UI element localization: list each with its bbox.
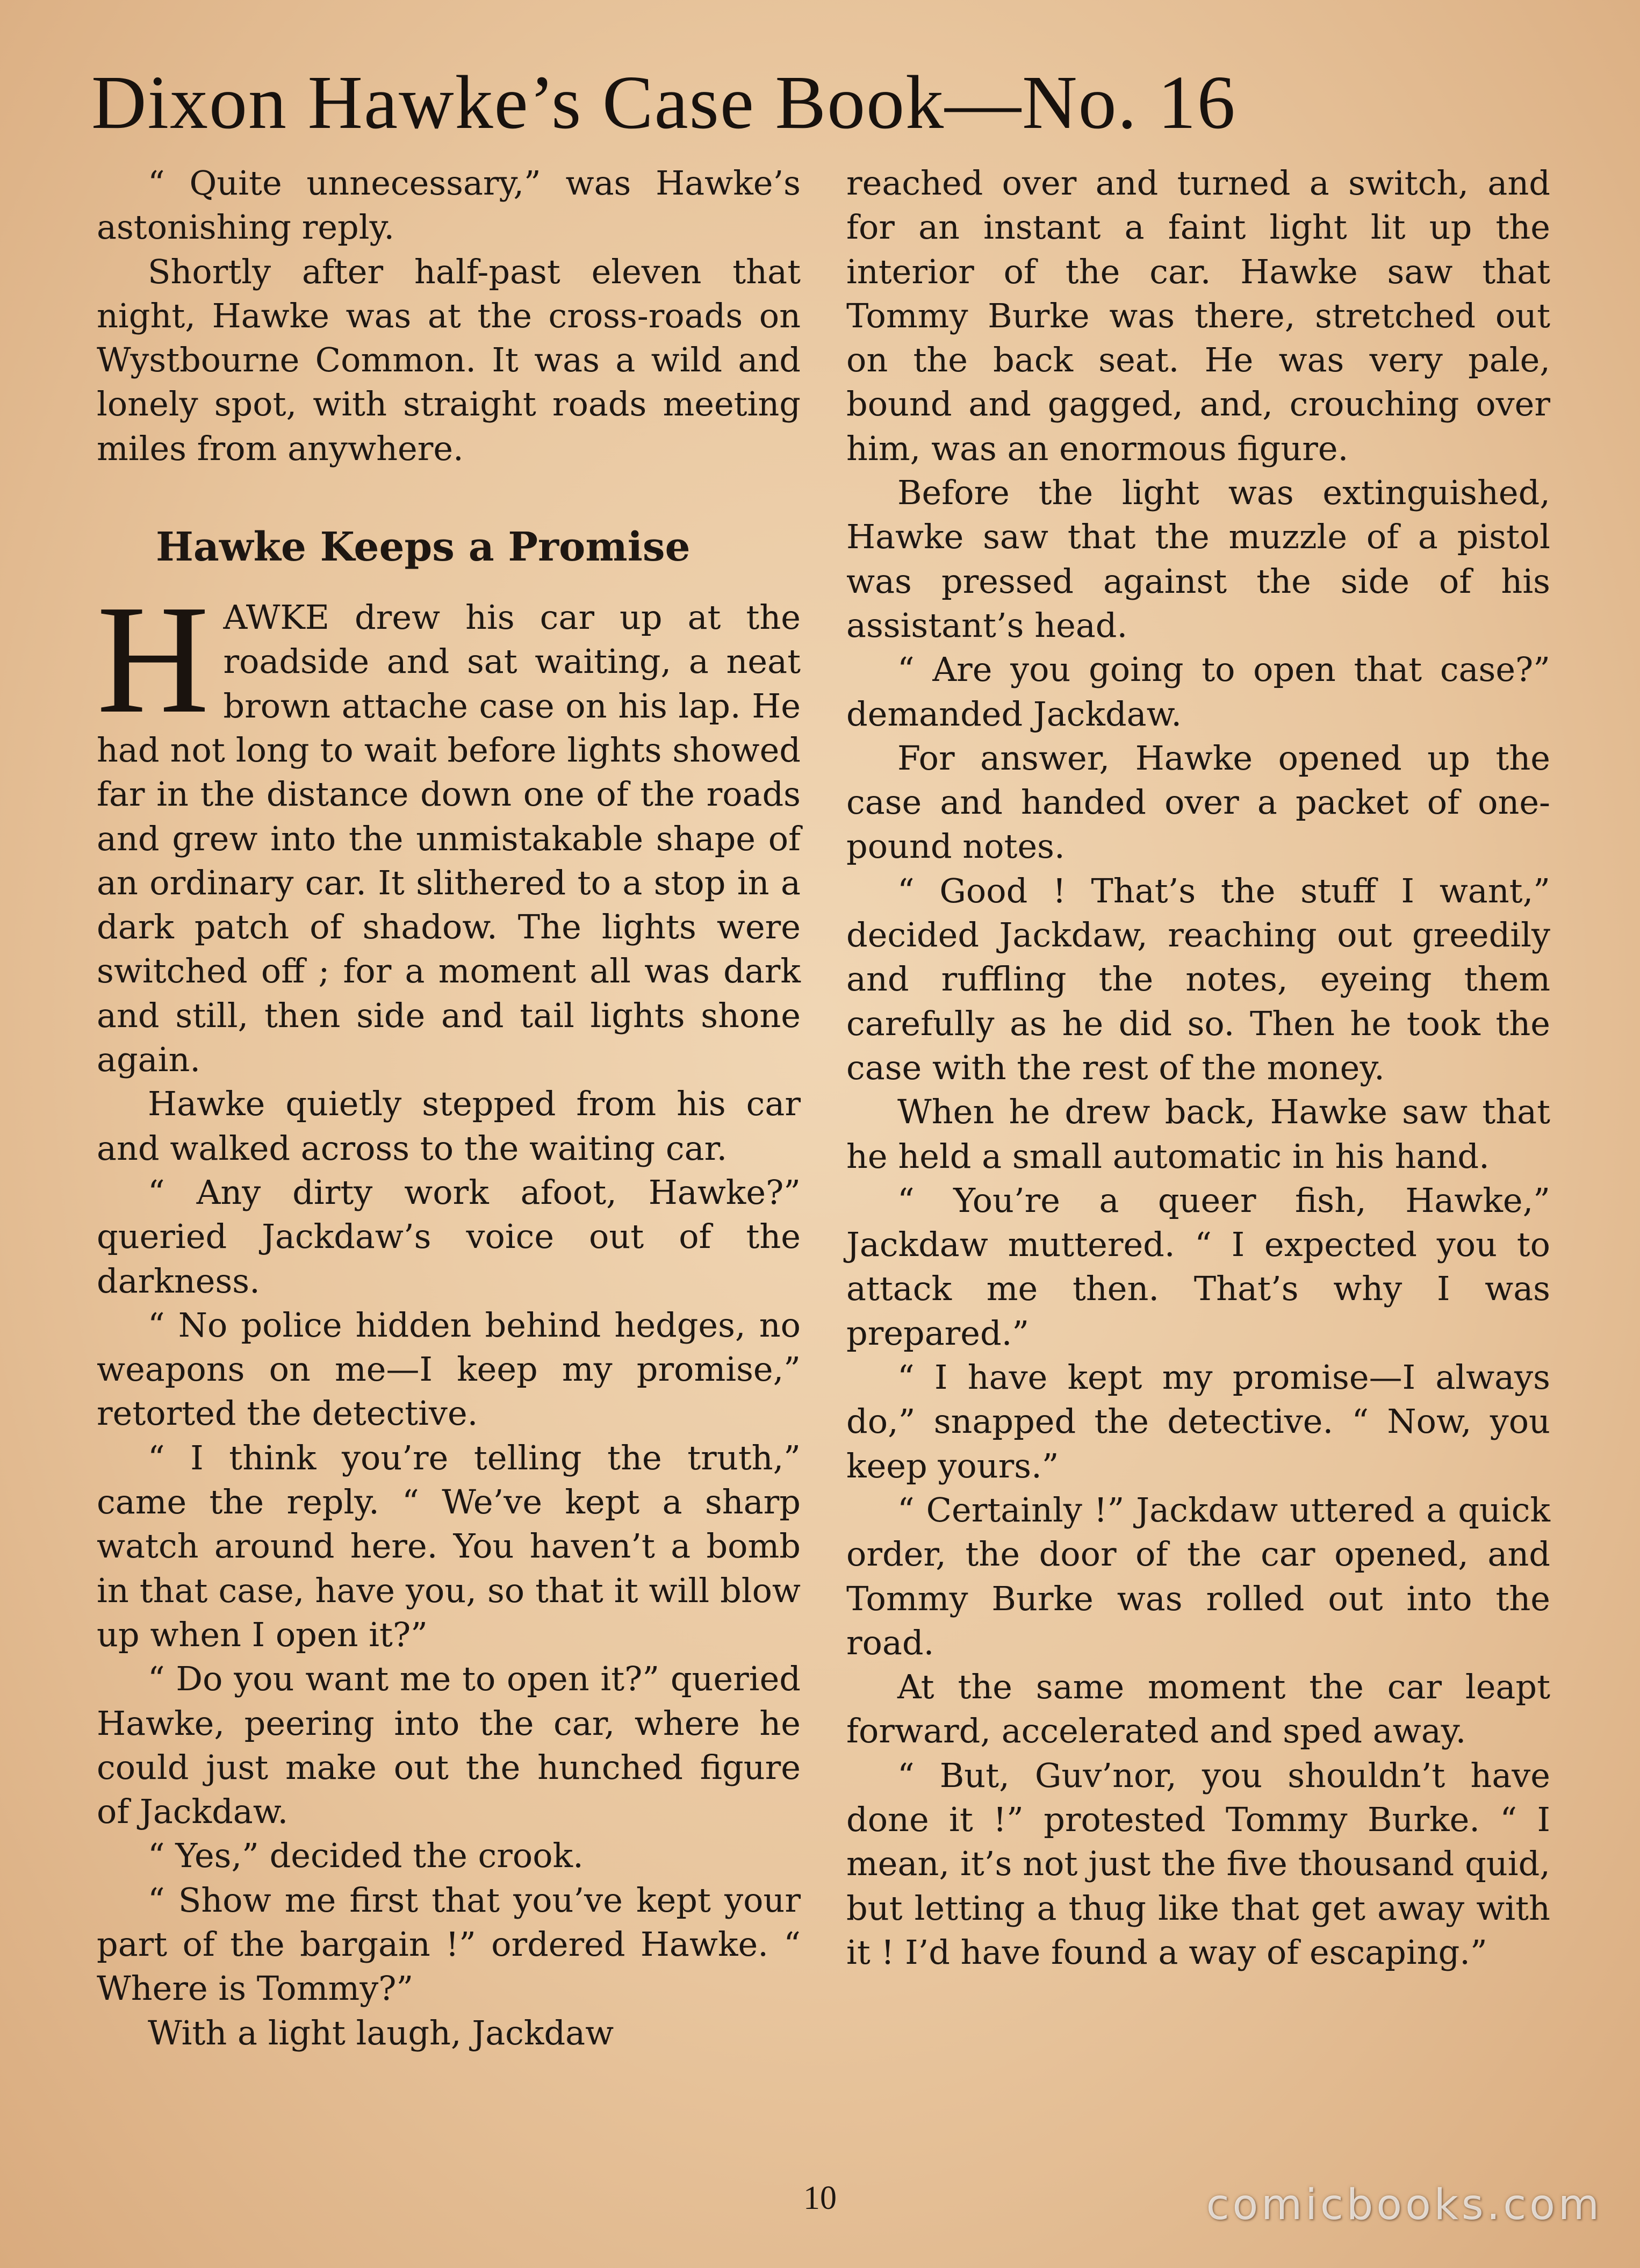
paragraph: “ Any dirty work afoot, Hawke?” queried Jackdaw’s voice out of the darkness. xyxy=(97,1172,801,1301)
watermark: comicbooks.com xyxy=(1206,2181,1602,2229)
paragraph: “ But, Guv’nor, you shouldn’t have done it !” protested Tommy Burke. “ I mean, it’s not just the five thousand quid, but letting a thug like that get away with it ! I’d have found a way of escaping.” xyxy=(846,1755,1550,1972)
paragraph-text: AWKE drew his car up at the roadside and sat waiting, a neat brown attache case on his lap. He had not long to wait before lights showed far in the distance down one of the roads and grew into the unmistakable shape of an ordinary car. It slithered to a stop in a dark patch of shadow. The lights were switched off ; for a moment all was dark and still, then side and tail lights shone again. xyxy=(97,598,801,1080)
paragraph: “ Yes,” decided the crook. xyxy=(148,1836,584,1876)
paragraph: For answer, Hawke opened up the case and handed over a packet of one-pound notes. xyxy=(846,738,1550,866)
paragraph: “ I have kept my promise—I always do,” snapped the detective. “ Now, you keep yours.” xyxy=(846,1358,1550,1485)
paragraph: “ I think you’re telling the truth,” came the reply. “ We’ve kept a sharp watch around here. You haven’t a bomb in that case, have you, so that it will blow up when I open it?” xyxy=(97,1438,801,1654)
paragraph: Before the light was extinguished, Hawke saw that the muzzle of a pistol was pressed against the side of his assistant’s head. xyxy=(846,473,1550,645)
paragraph: “ Are you going to open that case?” demanded Jackdaw. xyxy=(846,650,1550,734)
paragraph: Shortly after half-past eleven that night, Hawke was at the cross-roads on Wystbourne Common. It was a wild and lonely spot, with straight roads meeting miles from anywhere. xyxy=(97,252,801,468)
paragraph: With a light laugh, Jackdaw xyxy=(148,2013,614,2052)
drop-cap: H xyxy=(97,573,210,746)
paragraph: “ Quite unnecessary,” was Hawke’s astonishing reply. xyxy=(97,163,801,247)
right-column xyxy=(846,161,1550,1975)
paragraph: “ Show me first that you’ve kept your part of the bargain !” ordered Hawke. “ Where is Tommy?” xyxy=(97,1880,801,2008)
left-column xyxy=(97,161,801,2055)
paragraph: “ Good ! That’s the stuff I want,” decided Jackdaw, reaching out greedily and ruffling the notes, eyeing them carefully as he did so. Then he took the case with the rest of the money. xyxy=(846,871,1550,1087)
paragraph: When he drew back, Hawke saw that he held a small automatic in his hand. xyxy=(846,1092,1550,1176)
paragraph: Hawke quietly stepped from his car and walked across to the waiting car. xyxy=(97,1084,801,1168)
paragraph: “ Do you want me to open it?” queried Hawke, peering into the car, where he could just make out the hunched figure of Jackdaw. xyxy=(97,1659,801,1832)
paragraph: “ Certainly !” Jackdaw uttered a quick order, the door of the car opened, and Tommy Burke was rolled out into the road. xyxy=(846,1490,1550,1662)
section-heading: Hawke Keeps a Promise xyxy=(156,524,690,571)
page-title: Dixon Hawke’s Case Book—No. 16 xyxy=(91,60,1236,145)
page-number: 10 xyxy=(803,2180,837,2216)
paragraph xyxy=(97,573,801,1082)
paragraph: “ You’re a queer fish, Hawke,” Jackdaw muttered. “ I expected you to attack me then. That’s why I was prepared.” xyxy=(846,1180,1550,1353)
paragraph: reached over and turned a switch, and for an instant a faint light lit up the interior of the car. Hawke saw that Tommy Burke was there, stretched out on the back seat. He was very pale, bound and gagged, and, crouching over him, was an enormous figure. xyxy=(846,163,1550,468)
paragraph: “ No police hidden behind hedges, no weapons on me—I keep my promise,” retorted the detective. xyxy=(97,1305,801,1433)
paragraph: At the same moment the car leapt forward, accelerated and sped away. xyxy=(846,1667,1550,1751)
